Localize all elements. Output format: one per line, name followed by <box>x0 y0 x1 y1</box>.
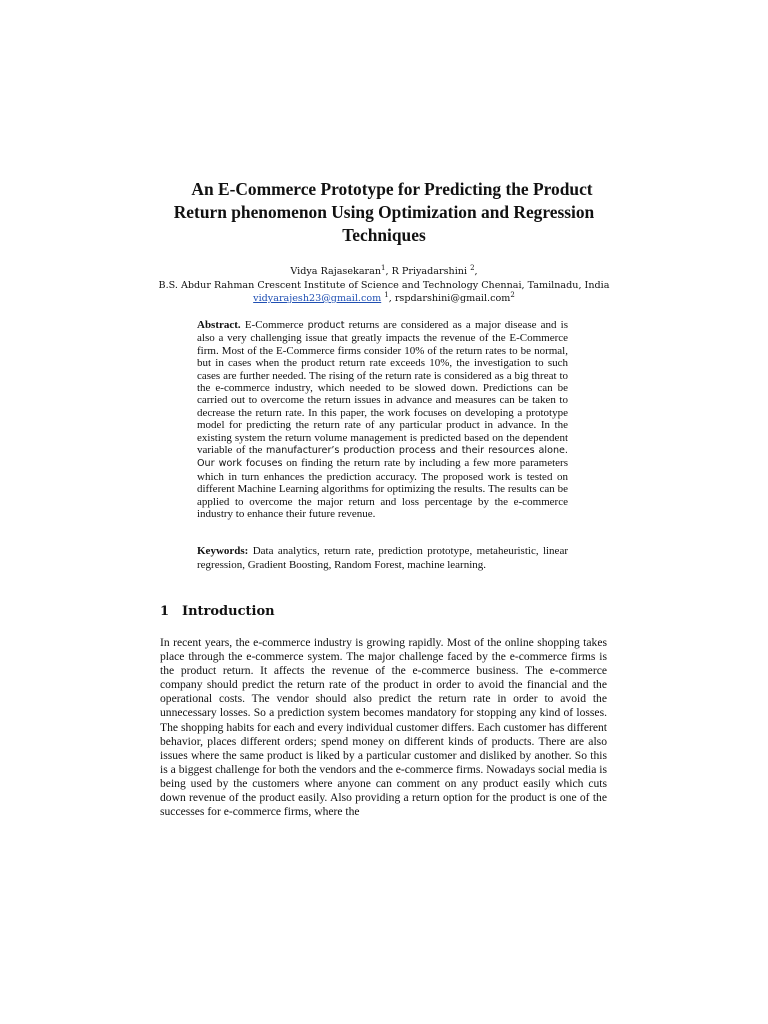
affiliation: B.S. Abdur Rahman Crescent Institute of Science and Technology Chennai, Tamilnadu, India <box>158 280 610 291</box>
author-separator: , <box>385 266 392 277</box>
email-link-1[interactable]: vidyarajesh23@gmail.com <box>253 293 382 304</box>
abstract-text-1: E-Commerce <box>240 319 308 331</box>
email-2: rspdarshini@gmail.com <box>394 293 511 304</box>
title-line-2: Return phenomenon Using Optimization and Regression <box>173 202 595 222</box>
email-1-mark: 1 <box>384 290 389 299</box>
abstract-text-sans: manufacturer’s production process and their resources alone. Our work focuses <box>197 445 568 470</box>
author-2: R Priyadarshini <box>391 266 471 277</box>
section-number: 1 <box>160 604 170 619</box>
keywords <box>197 545 568 572</box>
author-list <box>150 265 618 279</box>
author-trail: , <box>474 266 478 277</box>
title-line-1: An E-Commerce Prototype for Predicting the Product <box>191 179 593 199</box>
paper-title <box>150 178 618 247</box>
email-list <box>150 292 618 306</box>
abstract <box>197 319 568 521</box>
introduction-paragraph: In recent years, the e-commerce industry is growing rapidly. Most of the online shopping takes place through the e-commerce system. The major challenge faced by the e-commerce firms is the product return. It affects the revenue of the e-commerce business. The e-commerce company should predict the return rate of the product in order to avoid the financial and the operational costs. The vendor should also predict the return rate in order to avoid the unnecessary losses. So a prediction system becomes mandatory for stopping any kind of losses. The shopping habits for each and every individual customer differs. Each customer has different behavior, places different orders; spend money on different kinds of products. There are also issues where the same product is liked by a particular customer and disliked by another. So this is a biggest challenge for both the vendors and the e-commerce firms. Nowadays social media is being used by the customers where anyone can comment on any product easily which cuts down revenue of the product easily. Also providing a return option for the product is one of the successes for e-commerce firms, where the <box>160 636 607 819</box>
author-1: Vidya Rajasekaran <box>290 266 382 277</box>
author-2-affil-mark: 2 <box>470 263 475 272</box>
email-2-mark: 2 <box>510 290 515 299</box>
section-title: Introduction <box>182 604 275 619</box>
email-separator: , <box>388 293 395 304</box>
author-1-affil-mark: 1 <box>381 263 386 272</box>
section-heading-introduction <box>160 603 275 621</box>
title-line-3: Techniques <box>342 225 426 245</box>
keywords-label: Keywords: <box>197 545 249 557</box>
abstract-product-word: product <box>307 320 345 331</box>
abstract-text-3: on finding the return rate by including a few more parameters which in turn enhances the prediction accuracy. The proposed work is tested on different Machine Learning algorithms for optimizing the results. The results can be applied to overcome the major return and loss percentage by the e-commerce industry to enhance their future revenue. <box>197 457 568 521</box>
abstract-text-2: returns are considered as a major disease and is also a very challenging issue that greatly impacts the revenue of the E-Commerce firm. Most of the E-Commerce firms consider 10% of the return rates to be normal, but in cases when the product return rate exceeds 10%, the investigation to such cases are further needed. The rising of the return rate is considered as a big threat to the e-commerce industry, which needed to be slowed down. Predictions can be carried out to overcome the return issues in advance and measures can be taken to decrease the return rate. In this paper, the work focuses on developing a prototype model for predicting the return rate of any particular product in advance. In the existing system the return volume management is predicted based on the dependent variable of the <box>197 319 568 457</box>
keywords-text: Data analytics, return rate, prediction prototype, metaheuristic, linear regression, Gradient Boosting, Random Forest, machine learning. <box>197 545 568 571</box>
abstract-label: Abstract. <box>197 319 241 331</box>
